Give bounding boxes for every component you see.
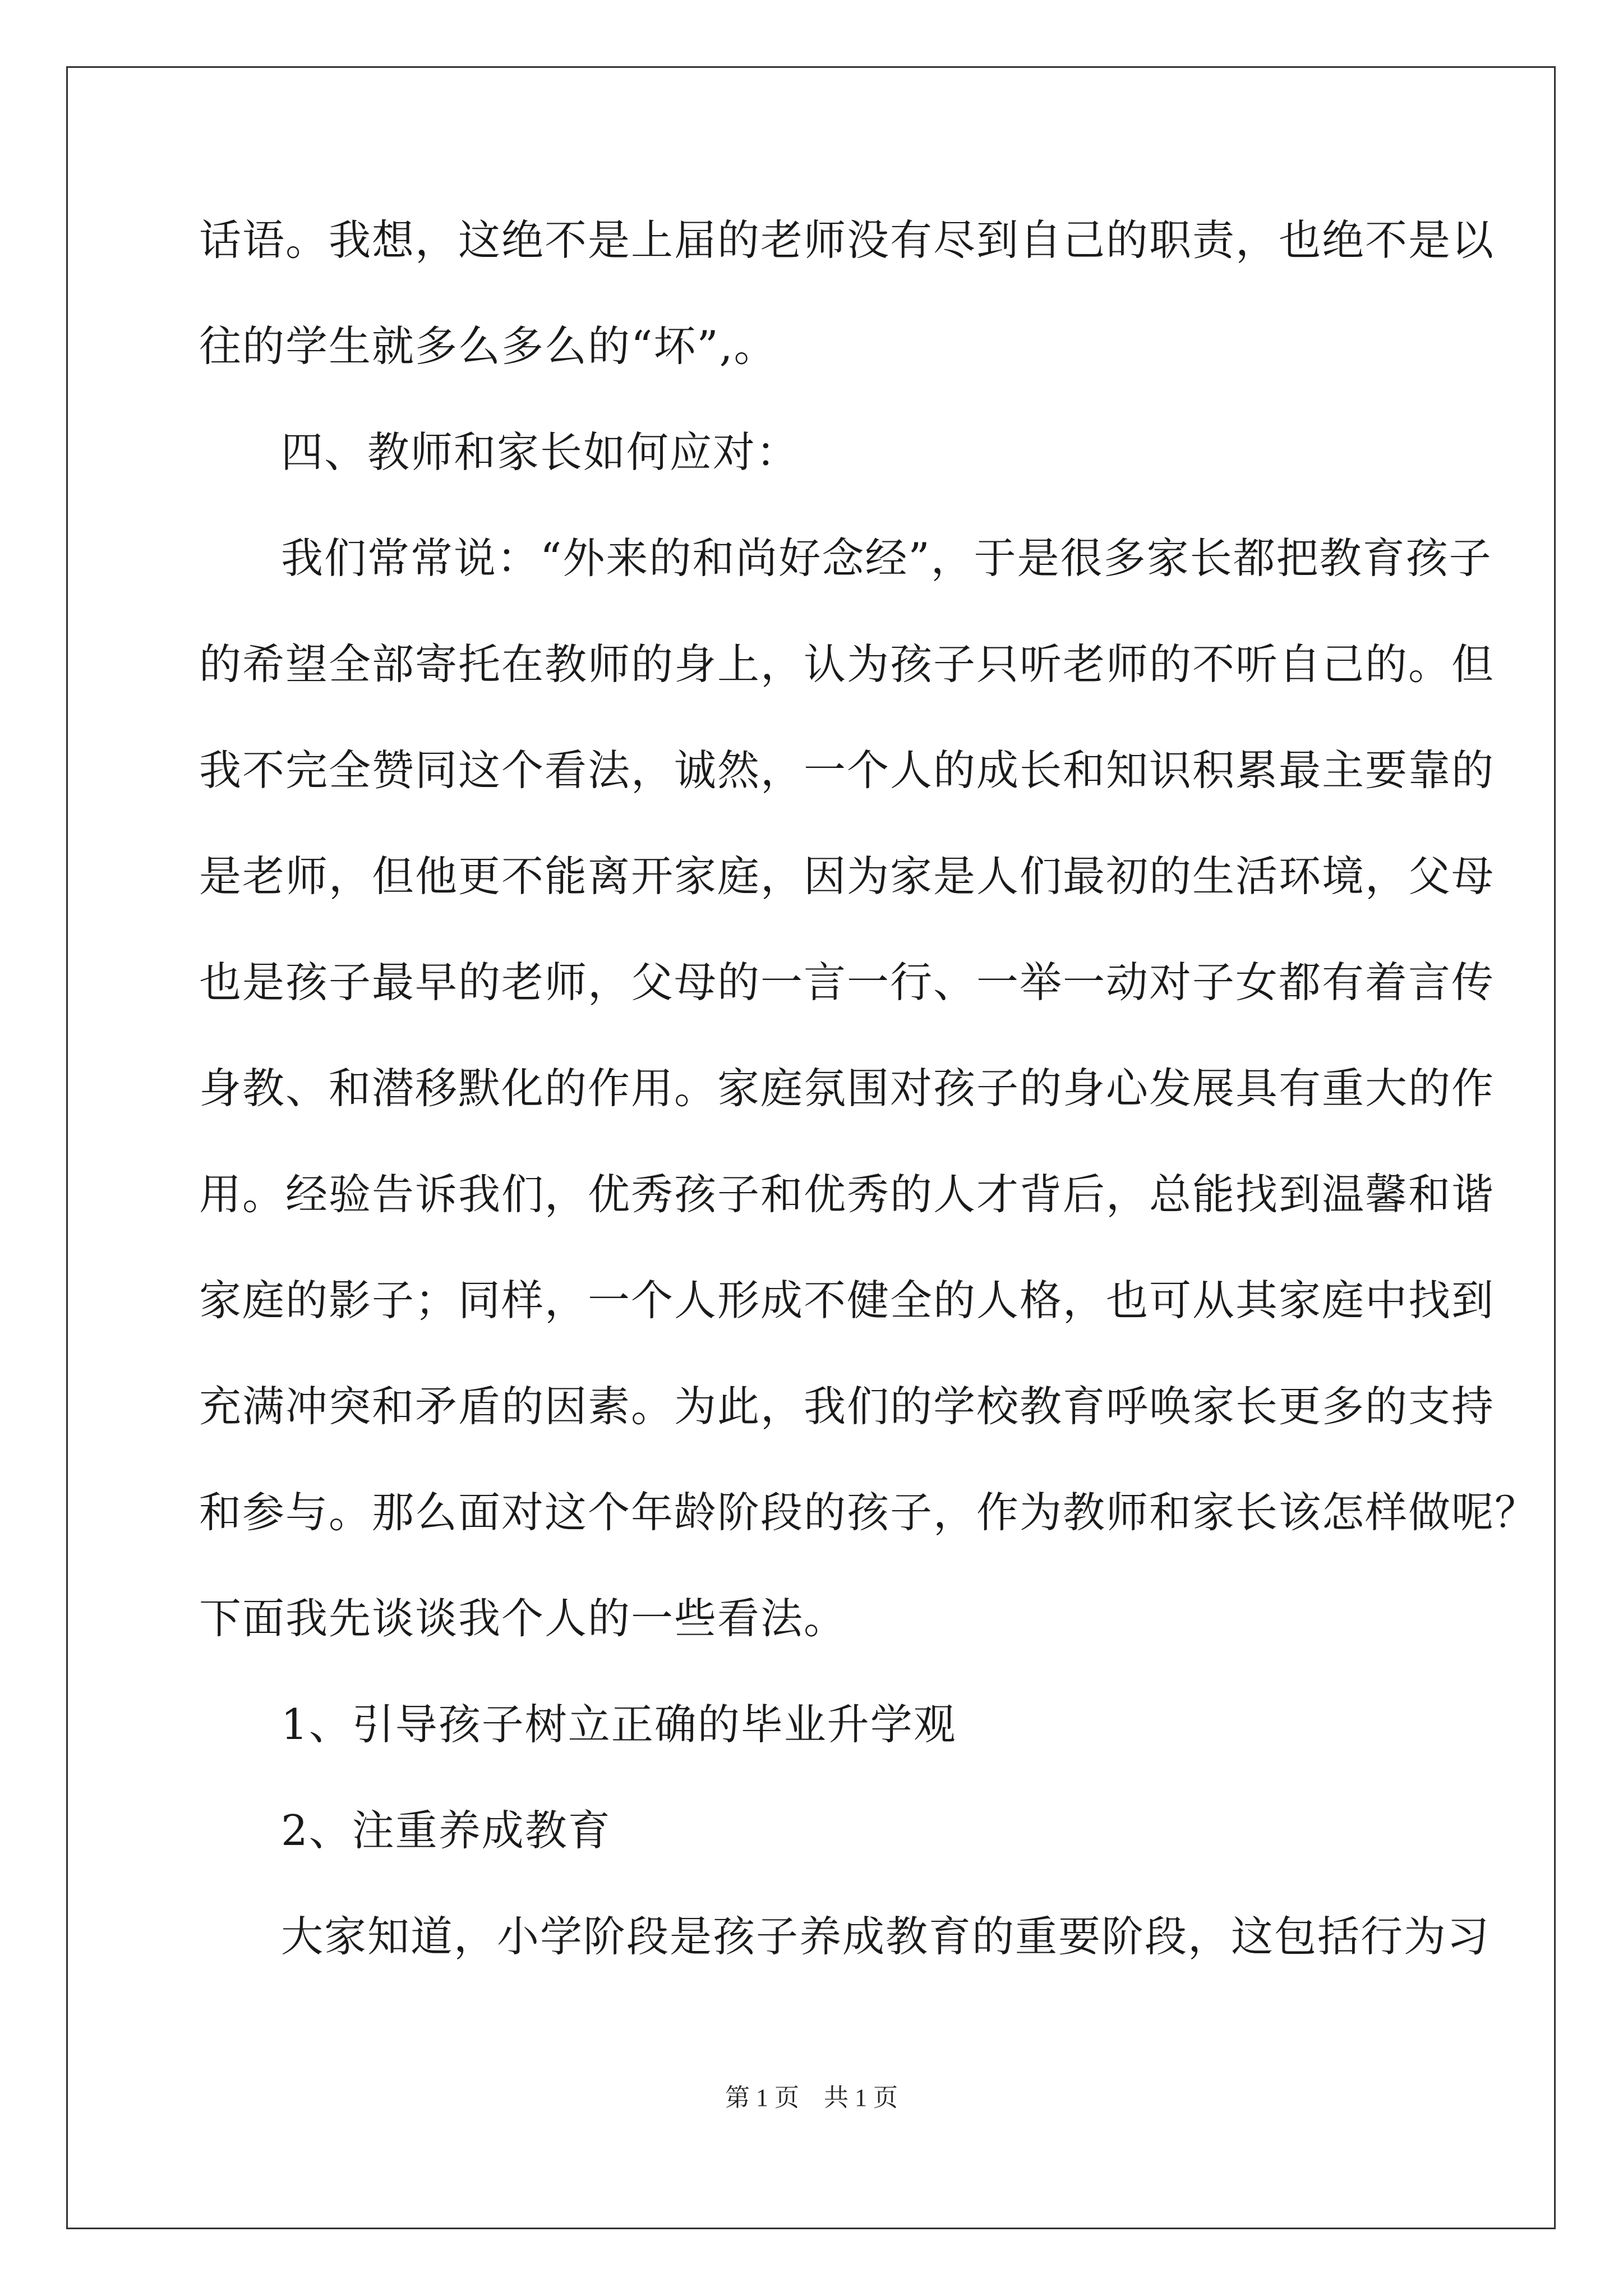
text-line: 往的学生就多么多么的“坏”,。 (199, 321, 777, 371)
text-line: 也是孩子最早的老师，父母的一言一行、一举一动对子女都有着言传 (199, 958, 1495, 1007)
text-line: 话语。我想，这绝不是上届的老师没有尽到自己的职责，也绝不是以 (199, 215, 1495, 265)
text-line: 下面我先谈谈我个人的一些看法。 (199, 1594, 847, 1643)
text-line: 充满冲突和矛盾的因素。为此，我们的学校教育呼唤家长更多的支持 (199, 1382, 1495, 1431)
text-line: 我不完全赞同这个看法，诚然，一个人的成长和知识积累最主要靠的 (199, 746, 1495, 795)
text-line: 和参与。那么面对这个年龄阶段的孩子，作为教师和家长该怎样做呢？ (199, 1488, 1538, 1537)
text-line: 我们常常说：“外来的和尚好念经”，于是很多家长都把教育孩子 (281, 533, 1492, 583)
list-item: 1、引导孩子树立正确的毕业升学观 (281, 1700, 957, 1749)
section-heading: 四、教师和家长如何应对： (281, 427, 800, 477)
text-line: 用。经验告诉我们，优秀孩子和优秀的人才背后，总能找到温馨和谐 (199, 1170, 1495, 1219)
text-line: 大家知道，小学阶段是孩子养成教育的重要阶段，这包括行为习 (281, 1912, 1491, 1961)
list-item: 2、注重养成教育 (281, 1806, 611, 1855)
text-line: 身教、和潜移默化的作用。家庭氛围对孩子的身心发展具有重大的作 (199, 1064, 1495, 1113)
page-footer: 第 1 页 共 1 页 (725, 2084, 898, 2111)
text-line: 的希望全部寄托在教师的身上，认为孩子只听老师的不听自己的。但 (199, 639, 1495, 689)
text-line: 是老师，但他更不能离开家庭，因为家是人们最初的生活环境，父母 (199, 852, 1495, 901)
text-line: 家庭的影子；同样，一个人形成不健全的人格，也可从其家庭中找到 (199, 1276, 1495, 1325)
